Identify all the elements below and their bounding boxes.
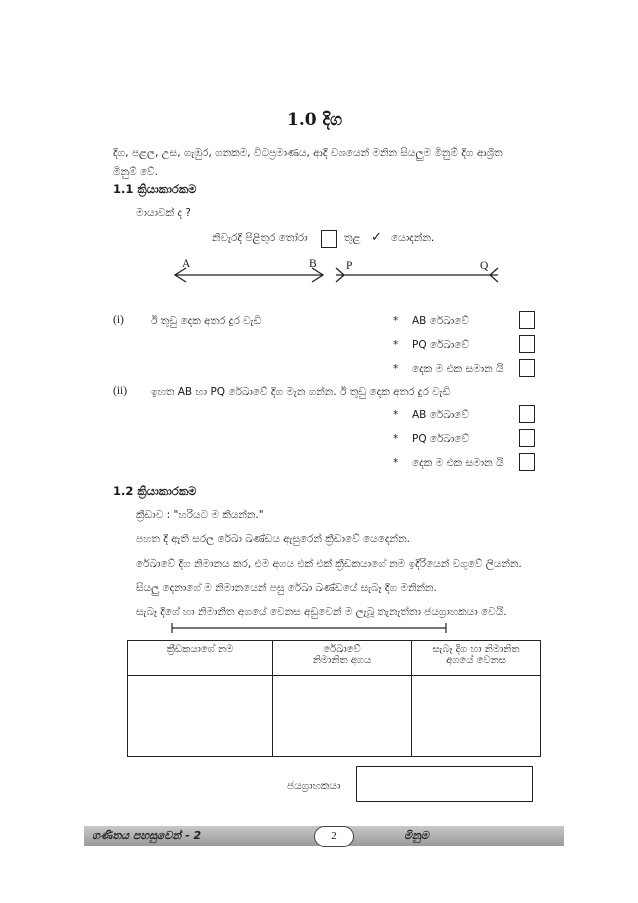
page-title: 1.0 දිග — [287, 110, 343, 130]
cell-player-name[interactable] — [128, 676, 273, 757]
q1-number: (i) — [113, 314, 124, 326]
label-b: B — [309, 258, 317, 270]
header-difference: සැබෑ දිග හා නිමානිත අගයේ වෙනස — [412, 641, 541, 676]
q2-bullet-3: * — [393, 457, 399, 469]
q1-checkbox-pq[interactable] — [519, 335, 535, 353]
label-p: P — [346, 260, 353, 272]
q2-bullet-1: * — [393, 409, 399, 421]
section-2-heading: 1.2 ක්‍රියාකාරකම — [113, 484, 197, 498]
q2-option-equal: දෙක ම එක සමාන යි — [412, 457, 504, 469]
q2-checkbox-equal[interactable] — [519, 453, 535, 471]
instruction-before: නිවැරදි පිළිතුර තෝරා — [212, 232, 308, 244]
q1-option-ab: AB රේඛාවේ — [412, 315, 469, 327]
q2-bullet-2: * — [393, 433, 399, 445]
footer-book-title: ගණිතය පහසුවෙන් - 2 — [92, 829, 202, 842]
game-title: ක්‍රීඩාව : "හරියට ම කියන්න." — [136, 509, 264, 521]
line-ab — [175, 268, 323, 282]
instruction-mid: තුළ — [344, 232, 361, 244]
cell-difference[interactable] — [412, 676, 541, 757]
page-number: 2 — [314, 826, 354, 847]
winner-box[interactable] — [356, 766, 533, 802]
q1-bullet-3: * — [393, 363, 399, 375]
instruction-p2: රේඛාවේ දිග නිමානය කර, එම අගය එක් එක් ක්‍රීඩකයාගේ නම ඉදිරියෙන් වගුවේ ලියන්න. — [136, 558, 522, 570]
q2-number: (ii) — [113, 385, 128, 397]
label-q: Q — [480, 260, 489, 272]
intro-line-1: දිග, පළල, උස, ගැඹුර, ගනකම, විටප්‍රමාණය, ආදී වශයෙන් මනින සියලුම මිනුම් දිග ආශ්‍රිත — [113, 147, 503, 159]
q1-checkbox-equal[interactable] — [519, 359, 535, 377]
q1-option-pq: PQ රේඛාවේ — [412, 339, 470, 351]
instruction-p4: සැබෑ දිගේ හා නිමානිත අගයේ වෙනස අඩුවෙන් ම ලැබූ තැනැත්තා ජයග්‍රාහකයා වෙයි. — [136, 606, 507, 618]
q1-option-equal: දෙක ම එක සමාන යි — [412, 363, 504, 375]
q1-checkbox-ab[interactable] — [519, 311, 535, 329]
section-1-heading: 1.1 ක්‍රියාකාරකම — [113, 182, 197, 196]
question-text: මායාවක් ද ? — [136, 207, 191, 219]
winner-label: ජයග්‍රාහකයා — [287, 780, 341, 792]
q1-bullet-2: * — [393, 339, 399, 351]
footer-chapter: මිනුම — [404, 829, 429, 842]
q2-option-pq: PQ රේඛාවේ — [412, 433, 470, 445]
q1-text: ඊ තුඩු දෙක අතර දුර වැඩි — [151, 315, 262, 327]
intro-line-2: මිනුම් වේ. — [113, 166, 159, 178]
cell-estimated-value[interactable] — [273, 676, 412, 757]
tick-icon: ✓ — [371, 230, 382, 245]
header-estimated-value: රේඛාවේ නිමානිත අගය — [273, 641, 412, 676]
instruction-after: යොදන්න. — [391, 232, 435, 244]
instruction-p1: පහත දී ඇති සරල රේඛා ඛණ්ඩය ඇසුරෙන් ක්‍රීඩාවේ යෙදෙන්න. — [136, 533, 410, 545]
q2-checkbox-pq[interactable] — [519, 429, 535, 447]
q2-checkbox-ab[interactable] — [519, 405, 535, 423]
line-pq — [336, 268, 498, 282]
q1-bullet-1: * — [393, 315, 399, 327]
estimation-table — [127, 640, 541, 757]
estimation-line — [172, 623, 446, 633]
label-a: A — [182, 258, 191, 270]
instruction-p3: සියලු දෙනාගේ ම නිමානයෙන් පසු රේඛා ඛණ්ඩයේ සැබෑ දිග මනින්න. — [136, 582, 437, 594]
q2-option-ab: AB රේඛාවේ — [412, 409, 469, 421]
q2-text: ඉහත AB හා PQ රේඛාවේ දිග මැන ගන්න. ඊ තුඩු දෙක අතර දුර වැඩි — [151, 386, 451, 398]
header-player-name: ක්‍රීඩකයාගේ නම — [128, 641, 273, 676]
